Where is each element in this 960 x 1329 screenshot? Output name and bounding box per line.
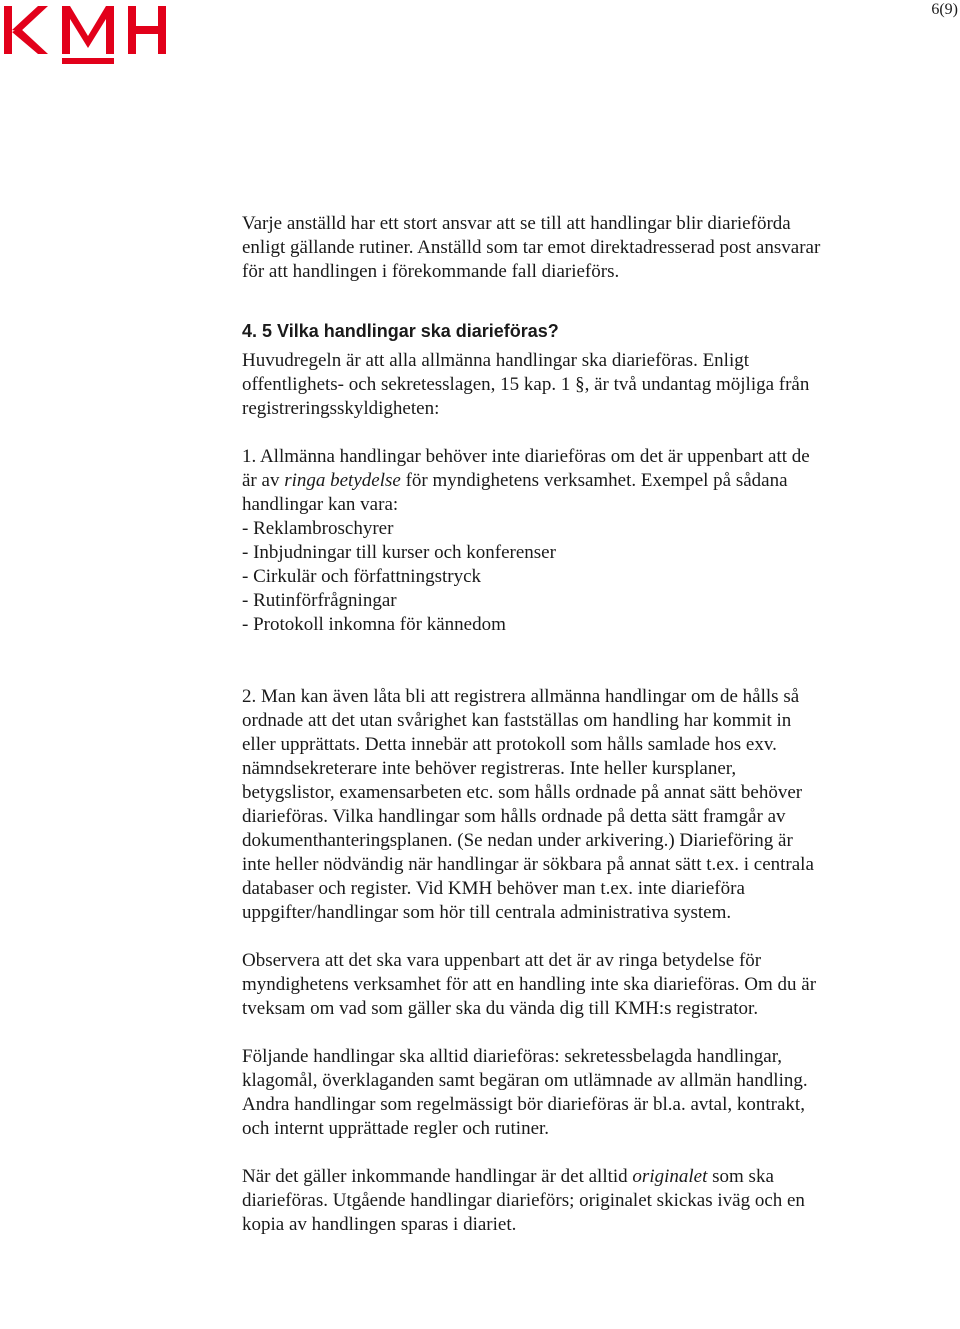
intro-paragraph: Varje anställd har ett stort ansvar att se till att handlingar blir diarieförda enligt gällande rutiner. Anställd som tar emot direktadresserad post ansvarar för att handlingen i förekommande fall diarieförs. xyxy=(242,213,821,282)
point1-paragraph: 1. Allmänna handlingar behöver inte diarieföras om det är uppenbart att de är av ringa betydelse för myndighetens verksamhet. Exempel på sådana handlingar kan vara: xyxy=(242,446,810,515)
list-item: - Inbjudningar till kurser och konferenser xyxy=(242,541,822,565)
list-item: - Rutinförfrågningar xyxy=(242,589,822,613)
point2-paragraph: 2. Man kan även låta bli att registrera allmänna handlingar om de hålls så ordnade att det utan svårighet kan fastställas om handling har kommit in eller upprättats. Detta innebär att protokoll som hålls samlade hos exv. nämndsekreterare inte behöver registreras. Inte heller kursplaner, betygslistor, examensarbeten etc. som hålls ordnade på annat sätt behöver diarieföras. Vilka handlingar som hålls ordnade på detta sätt framgår av dokumenthanteringsplanen. (Se nedan under arkivering.) Diarieföring är inte heller nödvändig när handlingar är sökbara på annat sätt t.ex. i centrala databaser och register. Vid KMH behöver man t.ex. inte diarieföra uppgifter/handlingar som hör till centrala administrativa system. xyxy=(242,686,814,923)
kmh-logo xyxy=(4,2,168,66)
page-number: 6(9) xyxy=(931,1,958,18)
examples-list xyxy=(242,517,822,637)
section-heading: 4. 5 Vilka handlingar ska diarieföras? xyxy=(242,321,559,341)
document-body xyxy=(242,212,822,1237)
always-paragraph: Följande handlingar ska alltid diarieföras: sekretessbelagda handlingar, klagomål, överklaganden samt begäran om utlämnade av allmän handling. Andra handlingar som regelmässigt bör diarieföras är bl.a. avtal, kontrakt, och internt upprättade regler och rutiner. xyxy=(242,1046,808,1139)
italic-phrase: originalet xyxy=(632,1166,708,1187)
lead-paragraph: Huvudregeln är att alla allmänna handlingar ska diarieföras. Enligt offentlighets- och sekretesslagen, 15 kap. 1 §, är två undantag möjliga från registreringsskyldigheten: xyxy=(242,350,810,419)
observe-paragraph: Observera att det ska vara uppenbart att det är av ringa betydelse för myndighetens verksamhet för att en handling inte ska diarieföras. Om du är tveksam om vad som gäller ska du vända dig till KMH:s registrator. xyxy=(242,950,817,1019)
list-item: - Protokoll inkomna för kännedom xyxy=(242,613,822,637)
incoming-paragraph: När det gäller inkommande handlingar är det alltid originalet som ska diarieföras. Utgående handlingar diarieförs; originalet skickas iväg och en kopia av handlingen sparas i diariet. xyxy=(242,1166,805,1235)
list-item: - Cirkulär och författningstryck xyxy=(242,565,822,589)
list-item: - Reklambroschyrer xyxy=(242,517,822,541)
italic-phrase: ringa betydelse xyxy=(284,470,401,491)
